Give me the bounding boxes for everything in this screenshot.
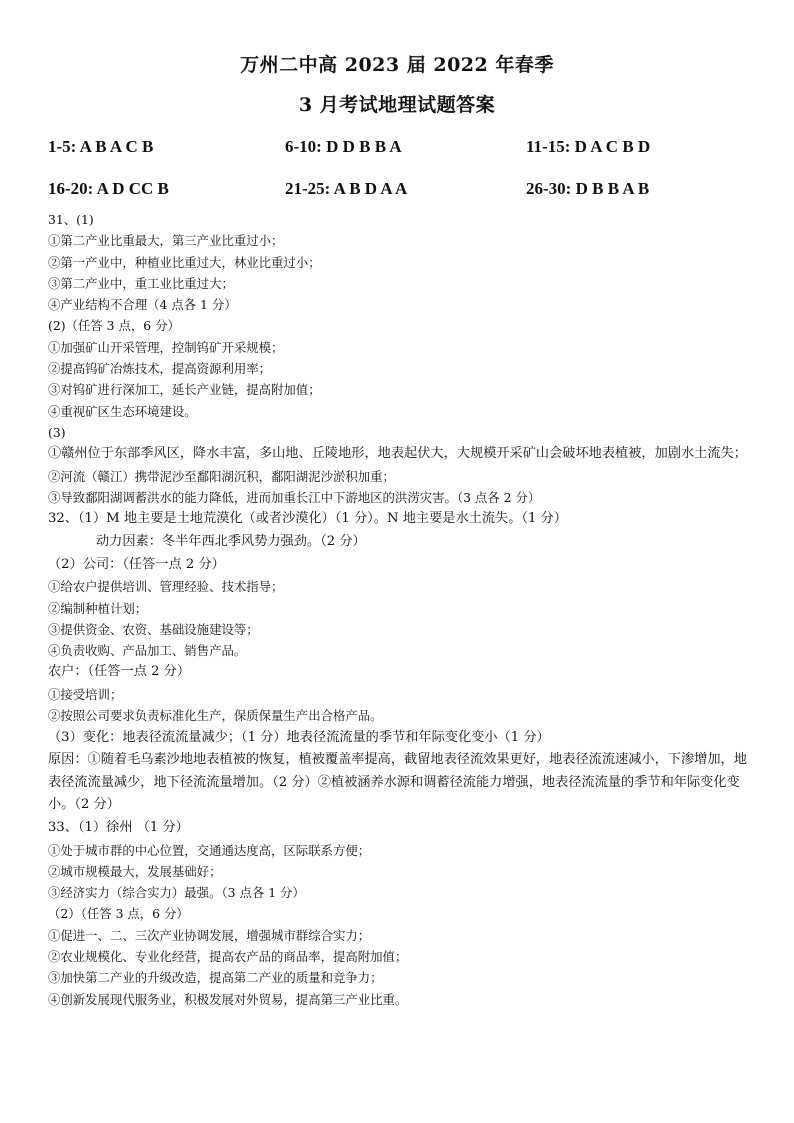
document-title: 万州二中高 2023 届 2022 年春季: [240, 54, 554, 76]
answer-line: （2）公司：（任答一点 2 分）: [48, 556, 225, 572]
answer-line: ③提供资金、农资、基础设施建设等；: [48, 621, 259, 637]
answer-line: ④创新发展现代服务业，积极发展对外贸易，提高第三产业比重。: [48, 991, 408, 1007]
answer-line: ①赣州位于东部季风区，降水丰富，多山地、丘陵地形，地表起伏大，大规模开采矿山会破坏地表植被，加剧水土流失；: [48, 446, 747, 462]
answer-line: 动力因素：冬半年西北季风势力强劲。（2 分）: [96, 534, 366, 550]
answer-line: ③加快第二产业的升级改造，提高第二产业的质量和竞争力；: [48, 970, 383, 986]
answer-line: ②第一产业中，种植业比重过大，林业比重过小；: [48, 254, 321, 270]
choice-answer-group: 26-30: D B B A B: [526, 179, 650, 198]
answer-line: ③对钨矿进行深加工，延长产业链，提高附加值；: [48, 382, 321, 398]
answer-line: (3): [48, 424, 66, 440]
answer-line: ③第二产业中，重工业比重过大；: [48, 275, 234, 291]
answer-line: ④产业结构不合理（4 点各 1 分）: [48, 297, 237, 313]
answer-line: （2）（任答 3 点，6 分）: [48, 906, 189, 922]
answer-body: [48, 209, 748, 1010]
document-subtitle: 3 月考试地理试题答案: [298, 94, 496, 116]
answer-line: ①处于城市群的中心位置，交通通达度高，区际联系方便；: [48, 842, 371, 858]
answer-line: 33、（1）徐州 （1 分）: [48, 819, 189, 835]
answer-line: 农户：（任答一点 2 分）: [48, 664, 191, 680]
choice-answer-row: [48, 179, 768, 203]
answer-line: ②农业规模化、专业化经营，提高农产品的商品率，提高附加值；: [48, 949, 408, 965]
choice-answer-group: 16-20: A D CC B: [48, 179, 169, 198]
answer-line: ②按照公司要求负责标准化生产，保质保量生产出合格产品。: [48, 708, 383, 724]
answer-line: ①接受培训；: [48, 687, 123, 703]
answer-line: 32、（1）M 地主要是土地荒漠化（或者沙漠化）（1 分）。N 地主要是水土流失。（1 分）: [48, 511, 567, 527]
answer-line: ④负责收购、产品加工、销售产品。: [48, 643, 247, 659]
answer-line: ③导致鄱阳湖调蓄洪水的能力降低，进而加重长江中下游地区的洪涝灾害。（3 点各 2 分）: [48, 490, 541, 506]
choice-answer-group: 1-5: A B A C B: [48, 137, 154, 156]
choice-answer-group: 21-25: A B D A A: [285, 179, 408, 198]
answer-line: 原因：①随着毛乌素沙地地表植被的恢复，植被覆盖率提高，截留地表径流效果更好，地表径流流速减小，下渗增加，地表径流流量减少，地下径流流量增加。（2 分）②植被涵养水源和调蓄径流能力增强，地表径流流量的季节和年际变化变小。（2 分）: [48, 752, 747, 813]
choice-answer-row: [48, 137, 768, 161]
answer-line: ③经济实力（综合实力）最强。（3 点各 1 分）: [48, 885, 305, 901]
choice-answer-group: 6-10: D D B B A: [285, 137, 402, 156]
answer-line: ②编制种植计划；: [48, 600, 148, 616]
answer-line: ①给农户提供培训、管理经验、技术指导；: [48, 579, 284, 595]
answer-line: 31、(1): [48, 212, 94, 227]
answer-line: ④重视矿区生态环境建设。: [48, 403, 197, 419]
choice-answer-group: 11-15: D A C B D: [526, 137, 651, 156]
answer-line: ②河流（赣江）携带泥沙至鄱阳湖沉积，鄱阳湖泥沙淤积加重；: [48, 468, 395, 484]
answer-line: ②城市规模最大，发展基础好；: [48, 863, 222, 879]
answer-line: （3）变化：地表径流流量减少；（1 分）地表径流流量的季节和年际变化变小（1 分）: [48, 729, 550, 745]
answer-line: ①促进一、二、三次产业协调发展，增强城市群综合实力；: [48, 927, 371, 943]
answer-line: ①加强矿山开采管理，控制钨矿开采规模；: [48, 339, 284, 355]
answer-line: ②提高钨矿冶炼技术，提高资源利用率；: [48, 361, 272, 377]
answer-line: (2)（任答 3 点，6 分）: [48, 318, 180, 334]
answer-line: ①第二产业比重最大，第三产业比重过小；: [48, 233, 284, 249]
